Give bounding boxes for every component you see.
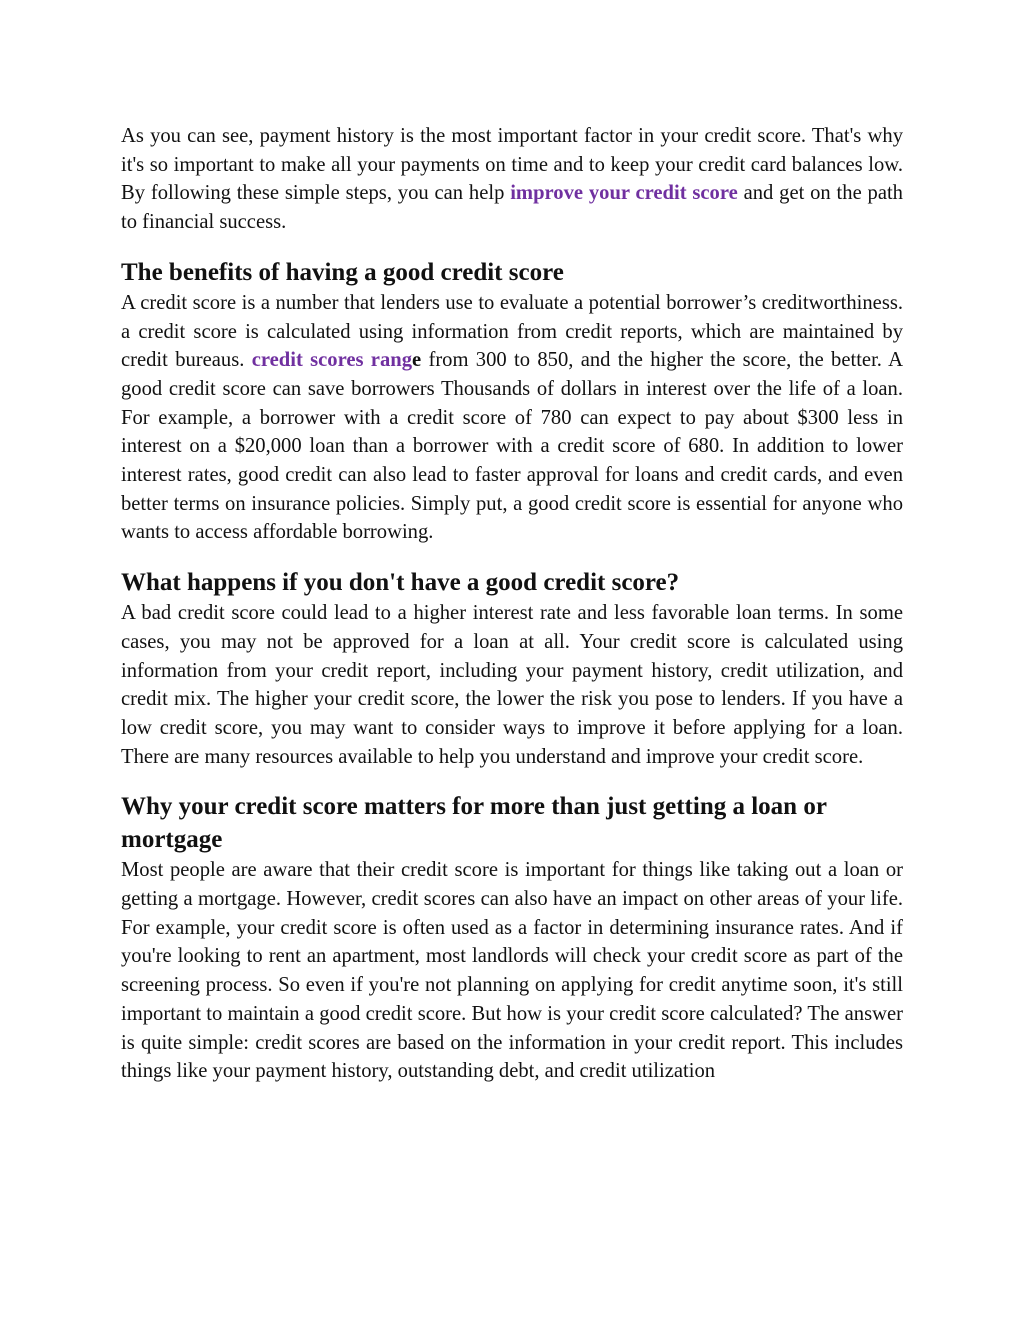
benefits-paragraph: [121, 289, 903, 547]
matters-paragraph: Most people are aware that their credit score is important for things like taking out a loan or getting a mortgage. However, credit scores can also have an impact on other areas of your life. For example, your credit score is often used as a factor in determining insurance rates. And if you're looking to rent an apartment, most landlords will check your credit score as part of the screening process. So even if you're not planning on applying for credit anytime soon, it's still important to maintain a good credit score. But how is your credit score calculated? The answer is quite simple: credit scores are based on the information in your credit report. This includes things like your payment history, outstanding debt, and credit utilization: [121, 859, 903, 1083]
document-page: [121, 122, 903, 1086]
credit-scores-range-tail: e: [412, 349, 422, 372]
bad-score-heading: What happens if you don't have a good credit score?: [121, 569, 680, 597]
bad-score-paragraph: A bad credit score could lead to a higher interest rate and less favorable loan terms. In some cases, you may not be approved for a loan at all. Your credit score is calculated using information from your credit report, including your payment history, credit utilization, and credit mix. The higher your credit score, the lower the risk you pose to lenders. If you have a low credit score, you may want to consider ways to improve it before applying for a loan. There are many resources available to help you understand and improve your credit score.: [121, 602, 903, 768]
benefits-heading: The benefits of having a good credit score: [121, 258, 564, 286]
intro-text-start: As you can see, payment history is the most important factor in your credit score. That's why it's so important to make all your payments on time and to keep your credit card balances low. By following these simple steps, you can help: [121, 125, 903, 205]
matters-heading: Why your credit score matters for more than just getting a loan or mortgage: [121, 793, 827, 854]
credit-scores-range-link[interactable]: credit scores rang: [251, 349, 412, 372]
intro-text-end: and get on the path to financial success.: [121, 182, 903, 234]
benefits-text-end: from 300 to 850, and the higher the score, the better. A good credit score can save borrowers Thousands of dollars in interest over the life of a loan. For example, a borrower with a credit score of 780 can expect to pay about $300 less in interest on a $20,000 loan than a borrower with a credit score of 680. In addition to lower interest rates, good credit can also lead to faster approval for loans and credit cards, and even better terms on insurance policies. Simply put, a good credit score is essential for anyone who wants to access affordable borrowing.: [121, 349, 903, 544]
improve-credit-score-link[interactable]: improve your credit score: [510, 182, 738, 205]
benefits-text-start: A credit score is a number that lenders use to evaluate a potential borrower’s creditworthiness. a credit score is calculated using information from credit reports, which are maintained by credit bureaus.: [121, 291, 903, 372]
intro-paragraph: [121, 122, 903, 237]
